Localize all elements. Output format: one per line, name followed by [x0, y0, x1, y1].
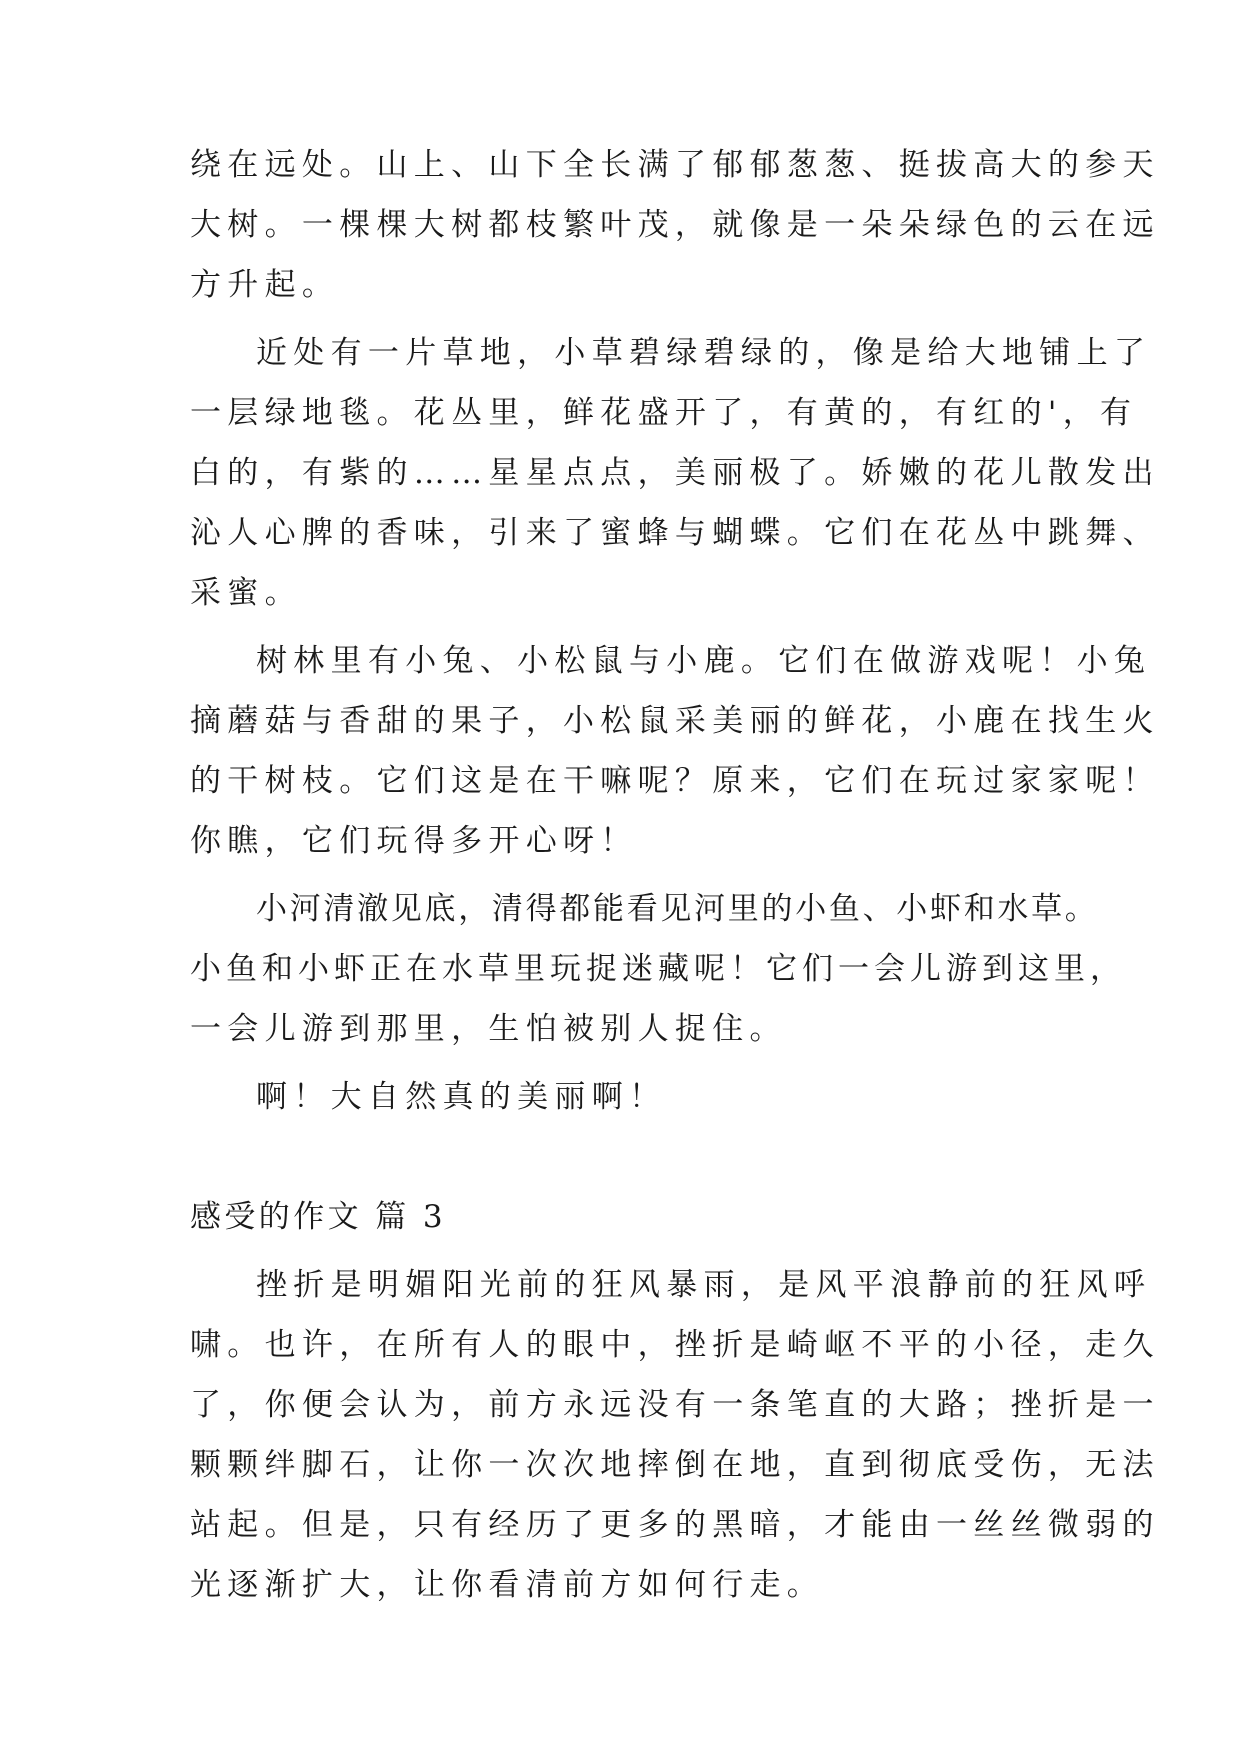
text-line: 摘蘑菇与香甜的果子，小松鼠采美丽的鲜花，小鹿在找生火	[190, 703, 1160, 739]
text-line: 一会儿游到那里，生怕被别人捉住。	[190, 1011, 787, 1047]
text-line: 的干树枝。它们这是在干嘛呢？原来，它们在玩过家家呢！	[190, 763, 1160, 799]
text-line: 颗颗绊脚石，让你一次次地摔倒在地，直到彻底受伤，无法	[190, 1447, 1160, 1483]
text-line: 啸。也许，在所有人的眼中，挫折是崎岖不平的小径，走久	[190, 1327, 1160, 1363]
text-line: 站起。但是，只有经历了更多的黑暗，才能由一丝丝微弱的	[190, 1507, 1160, 1543]
text-line: 了，你便会认为，前方永远没有一条笔直的大路；挫折是一	[190, 1387, 1160, 1423]
text-line: 挫折是明媚阳光前的狂风暴雨，是风平浪静前的狂风呼	[256, 1267, 1152, 1303]
text-line: 近处有一片草地，小草碧绿碧绿的，像是给大地铺上了	[256, 335, 1152, 371]
text-line: 你瞧，它们玩得多开心呀！	[190, 823, 638, 859]
text-line: 树林里有小兔、小松鼠与小鹿。它们在做游戏呢！小兔	[256, 643, 1152, 679]
text-line: 采蜜。	[190, 575, 302, 611]
text-line: 一层绿地毯。花丛里，鲜花盛开了，有黄的，有红的'，有	[190, 395, 1138, 431]
text-line: 啊！大自然真的美丽啊！	[256, 1079, 667, 1115]
text-line: 沁人心脾的香味，引来了蜜蜂与蝴蝶。它们在花丛中跳舞、	[190, 515, 1160, 551]
section-heading: 感受的作文 篇 3	[190, 1199, 447, 1235]
text-line: 大树。一棵棵大树都枝繁叶茂，就像是一朵朵绿色的云在远	[190, 207, 1160, 243]
text-line: 光逐渐扩大，让你看清前方如何行走。	[190, 1567, 825, 1603]
text-line: 小鱼和小虾正在水草里玩捉迷藏呢！它们一会儿游到这里，	[190, 951, 1126, 987]
text-line: 小河清澈见底，清得都能看见河里的小鱼、小虾和水草。	[256, 891, 1099, 927]
text-line: 白的，有紫的……星星点点，美丽极了。娇嫩的花儿散发出	[190, 455, 1160, 491]
text-line: 方升起。	[190, 267, 340, 303]
text-line: 绕在远处。山上、山下全长满了郁郁葱葱、挺拔高大的参天	[190, 147, 1160, 183]
